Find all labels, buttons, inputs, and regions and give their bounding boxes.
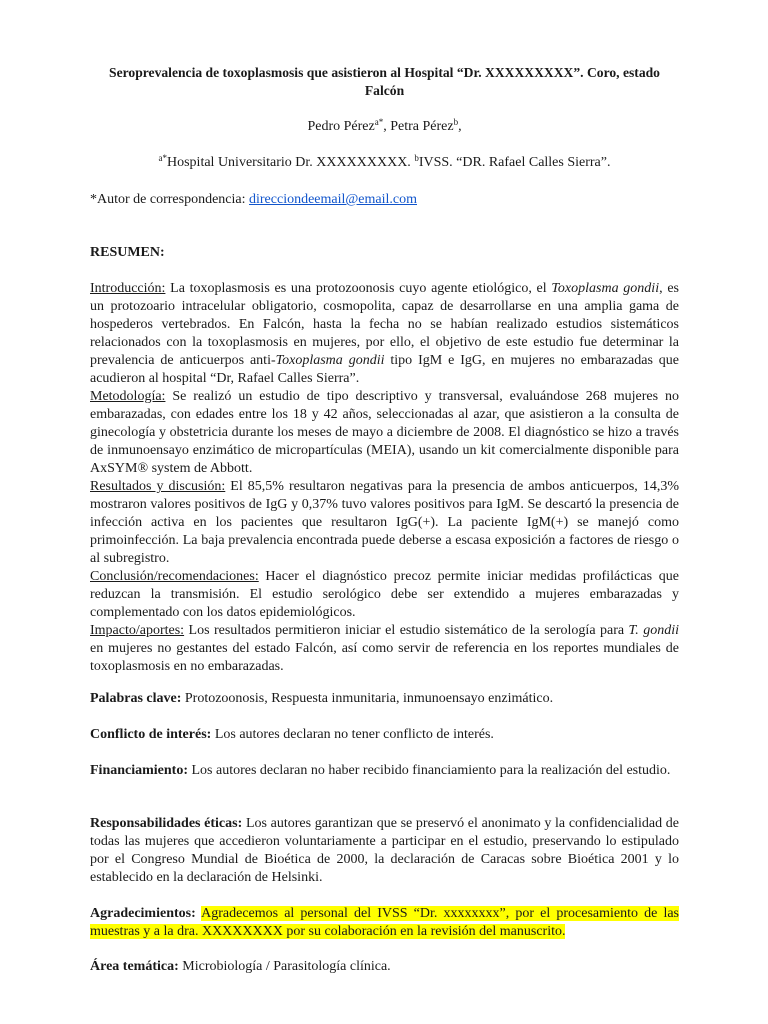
subject-area-label: Área temática: bbox=[90, 959, 179, 974]
affiliation-a: Hospital Universitario Dr. XXXXXXXXX. bbox=[167, 155, 415, 170]
introduction-text-2: , es un protozoario intracelular obligatorio, cosmopolita, capaz de desarrollarse en una amplia gama de hospederos vertebrados. En Falcón, hasta la fecha no se habían realizado estudios sistemáticos relacionados con la toxoplasmosis en mujeres, por ello, el objetivo de este estudio fue determinar la prevalencia de anticuerpos anti- bbox=[90, 281, 679, 368]
keywords-section bbox=[90, 690, 679, 708]
ethics-text: Los autores garantizan que se preservó el anonimato y la confidencialidad de todas las mujeres que accedieron voluntariamente a participar en el estudio, preservando lo estipulado por el Congreso Mundial de Bioética de 2000, la declaración de Caracas sobre Bioética 2001 y lo establecido en la declaración de Helsinki. bbox=[90, 816, 680, 885]
funding-section bbox=[90, 762, 679, 780]
funding-text: Los autores declaran no haber recibido financiamiento para la realización del estudio. bbox=[188, 763, 671, 778]
impact-text-2: en mujeres no gestantes del estado Falcón, así como servir de referencia en los reportes mundiales de toxoplasmosis en no embarazadas. bbox=[90, 641, 679, 674]
impact-text-1: Los resultados permitieron iniciar el estudio sistemático de la serología para bbox=[184, 623, 629, 638]
methods-label: Metodología: bbox=[90, 389, 166, 404]
abstract-impact bbox=[90, 622, 679, 676]
acknowledgements-highlighted-text: Agradecemos al personal del IVSS “Dr. xxxxxxxx”, por el procesamiento de las muestras y a la dra. XXXXXXXX por su colaboración en la revisión del manuscrito. bbox=[90, 906, 679, 939]
results-text: El 85,5% resultaron negativas para la presencia de ambos anticuerpos, 14,3% mostraron valores positivos de IgG y 0,37% tuvo valores positivos para IgM. Se descartó la presencia de infección activa en los pacientes que resultaron IgG(+). La paciente IgM(+) se manejó como primoinfección. La baja prevalencia encontrada puede deberse a escasa exposición a factores de riesgo o al subregistro. bbox=[90, 479, 679, 566]
introduction-species-2: Toxoplasma gondii bbox=[275, 353, 385, 368]
ethics-label: Responsabilidades éticas: bbox=[90, 816, 243, 831]
author-line bbox=[90, 118, 679, 136]
keywords-label: Palabras clave: bbox=[90, 691, 182, 706]
abstract-body bbox=[90, 280, 679, 676]
paper-title: Seroprevalencia de toxoplasmosis que asistieron al Hospital “Dr. XXXXXXXXX”. Coro, estado Falcón bbox=[109, 65, 660, 98]
affiliation-a-mark: a* bbox=[158, 153, 167, 163]
conclusion-label: Conclusión/recomendaciones: bbox=[90, 569, 259, 584]
affiliations-line bbox=[90, 154, 679, 172]
abstract-heading: RESUMEN: bbox=[90, 245, 165, 260]
abstract-results bbox=[90, 478, 679, 568]
conflict-label: Conflicto de interés: bbox=[90, 727, 212, 742]
acknowledgements-label: Agradecimientos: bbox=[90, 906, 196, 921]
affiliation-b-mark: b bbox=[414, 153, 419, 163]
conclusion-text: Hacer el diagnóstico precoz permite iniciar medidas profilácticas que reduzcan la transmisión. El estudio serológico debe ser extendido a mujeres embarazadas y complementado con los datos epidemiológicos. bbox=[90, 569, 679, 620]
correspondence-label: *Autor de correspondencia: bbox=[90, 192, 249, 207]
conflict-text: Los autores declaran no tener conflicto de interés. bbox=[211, 727, 494, 742]
abstract-introduction bbox=[90, 280, 679, 388]
subject-area-section bbox=[90, 958, 679, 976]
methods-text: Se realizó un estudio de tipo descriptivo y transversal, evaluándose 268 mujeres no embarazadas, con edades entre los 18 y 42 años, seleccionadas al azar, que asistieron a la consulta de ginecología y obstetricia durante los meses de mayo a diciembre de 2008. El diagnóstico se hizo a través de inmunoensayo enzimático de micropartículas (MEIA), usando un kit comercialmente disponible para AxSYM® system de Abbott. bbox=[90, 389, 679, 476]
author-2-name: Pérez bbox=[422, 119, 454, 134]
introduction-text-1: La toxoplasmosis es una protozoonosis cuyo agente etiológico, el bbox=[165, 281, 552, 296]
introduction-text-3: tipo IgM e IgG, en mujeres no embarazadas que acudieron al hospital “Dr, Rafael Calles Sierra”. bbox=[90, 353, 680, 386]
introduction-label: Introducción: bbox=[90, 281, 166, 296]
author-line-trail: , bbox=[458, 119, 462, 134]
conflict-section bbox=[90, 726, 679, 744]
correspondence-email-link[interactable]: direcciondeemail@email.com bbox=[249, 192, 417, 207]
impact-species: T. gondii bbox=[628, 623, 680, 638]
correspondence-line bbox=[90, 191, 679, 209]
acknowledgements-section bbox=[90, 905, 679, 941]
abstract-conclusion bbox=[90, 568, 679, 622]
subject-area-text: Microbiología / Parasitología clínica. bbox=[178, 959, 391, 974]
author-1-affiliation-mark: a* bbox=[374, 117, 384, 127]
introduction-species-1: Toxoplasma gondii bbox=[551, 281, 660, 296]
ethics-section bbox=[90, 815, 679, 887]
keywords-text: Protozoonosis, Respuesta inmunitaria, inmunoensayo enzimático. bbox=[181, 691, 554, 706]
results-label: Resultados y discusión: bbox=[90, 479, 226, 494]
abstract-methods bbox=[90, 388, 679, 478]
author-2-affiliation-mark: b bbox=[453, 117, 459, 127]
impact-label: Impacto/aportes: bbox=[90, 623, 185, 638]
funding-label: Financiamiento: bbox=[90, 763, 188, 778]
affiliation-b: IVSS. “DR. Rafael Calles Sierra”. bbox=[418, 155, 611, 170]
author-1-name: Pedro Pérez bbox=[307, 119, 375, 134]
author-separator: , Petra bbox=[383, 119, 423, 134]
